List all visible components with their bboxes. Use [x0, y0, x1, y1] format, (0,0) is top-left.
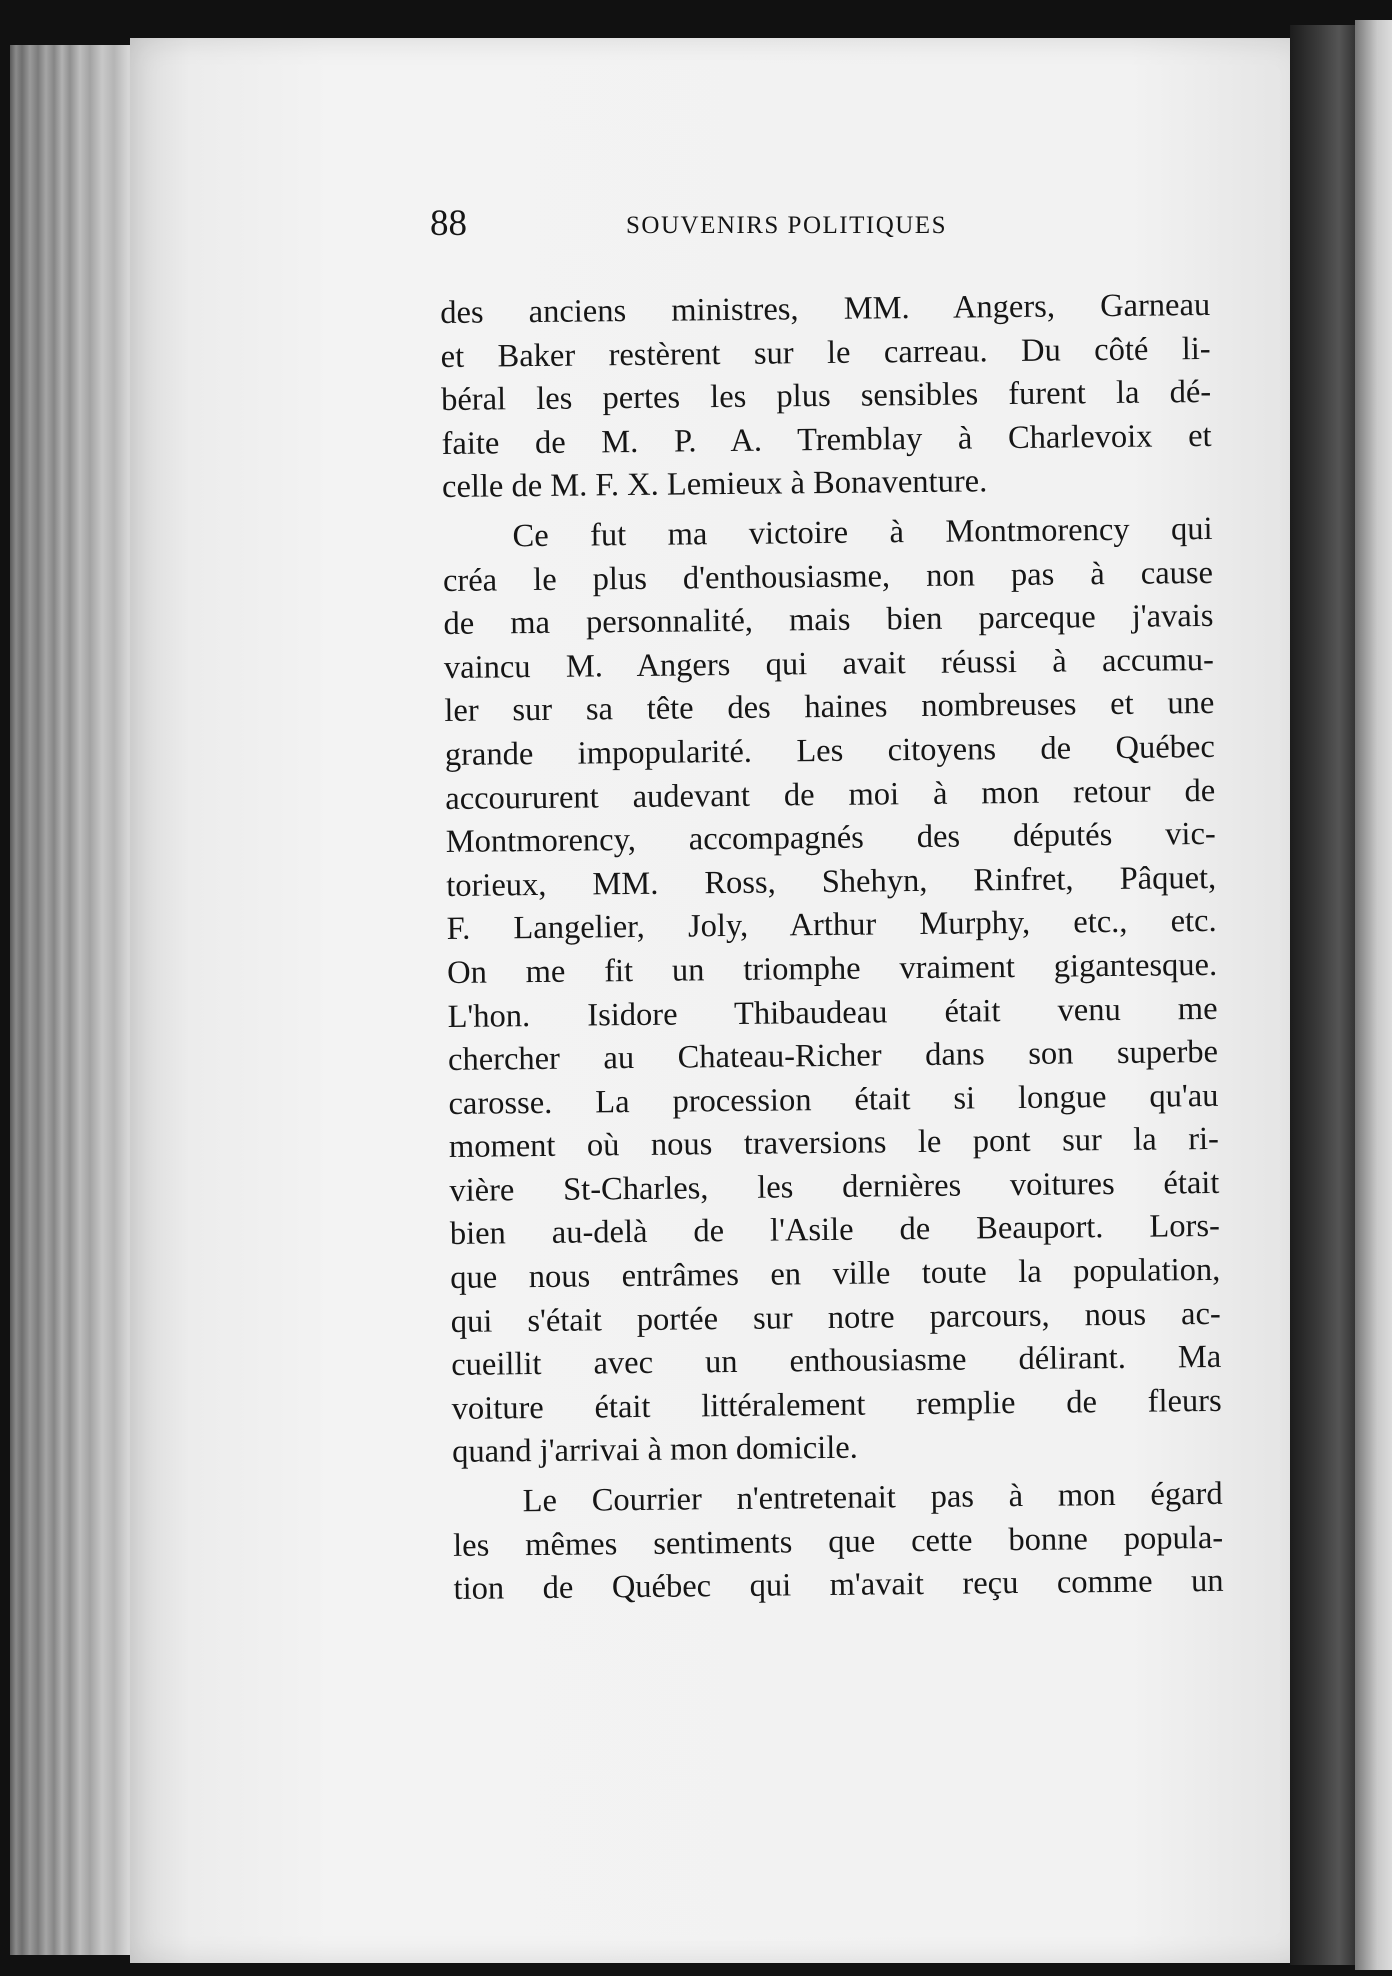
text-line: béral les pertes les plus sensibles furent la dé-	[440, 374, 1212, 419]
paragraph	[440, 284, 1212, 510]
text-line: et Baker restèrent sur le carreau. Du côté li-	[440, 330, 1211, 375]
text-line: de ma personnalité, mais bien parceque j'avais	[443, 598, 1214, 643]
body-text	[440, 284, 1224, 1612]
text-line: Le Courrier n'entretenait pas à mon égard	[522, 1475, 1223, 1520]
text-line: carosse. La procession était si longue qu'au	[448, 1077, 1219, 1122]
paragraph	[452, 1473, 1223, 1612]
page-number: 88	[430, 203, 467, 244]
text-line: F. Langelier, Joly, Arthur Murphy, etc., etc.	[446, 903, 1217, 948]
text-line: quand j'arrivai à mon domicile.	[451, 1430, 858, 1471]
text-line: L'hon. Isidore Thibaudeau était venu me	[447, 990, 1218, 1035]
text-line: vaincu M. Angers qui avait réussi à accumu-	[443, 641, 1215, 686]
text-line: faite de M. P. A. Tremblay à Charlevoix et	[441, 417, 1212, 462]
text-line: celle de M. F. X. Lemieux à Bonaventure.	[441, 463, 988, 506]
text-line: qui s'était portée sur notre parcours, nous ac-	[450, 1295, 1221, 1340]
book-gutter	[1290, 25, 1360, 1965]
text-line: les mêmes sentiments que cette bonne popula-	[452, 1519, 1224, 1564]
text-line: torieux, MM. Ross, Shehyn, Rinfret, Pâquet,	[446, 859, 1217, 904]
text-line: grande impopularité. Les citoyens de Québec	[444, 728, 1215, 773]
page-header	[430, 200, 1010, 250]
text-line: cueillit avec un enthousiasme délirant. Ma	[451, 1339, 1222, 1384]
paragraph	[442, 508, 1222, 1475]
text-line: des anciens ministres, MM. Angers, Garneau	[440, 286, 1211, 331]
text-line: voiture était littéralement remplie de fleurs	[451, 1382, 1222, 1427]
text-line: bien au-delà de l'Asile de Beauport. Lors-	[449, 1208, 1221, 1253]
text-line: que nous entrâmes en ville toute la population,	[450, 1251, 1221, 1297]
text-line: vière St-Charles, les dernières voitures était	[449, 1164, 1220, 1209]
text-line: moment où nous traversions le pont sur la ri-	[448, 1121, 1220, 1166]
text-line: Ce fut ma victoire à Montmorency qui	[512, 510, 1213, 555]
text-line: chercher au Chateau-Richer dans son superbe	[447, 1033, 1219, 1079]
text-line: On me fit un triomphe vraiment gigantesque.	[446, 946, 1218, 991]
running-title: SOUVENIRS POLITIQUES	[626, 212, 947, 239]
facing-page-edge	[1355, 20, 1392, 1970]
text-line: créa le plus d'enthousiasme, non pas à cause	[442, 554, 1214, 599]
text-line: accoururent audevant de moi à mon retour de	[445, 772, 1216, 817]
text-line: Montmorency, accompagnés des députés vic-	[445, 816, 1216, 861]
text-line: tion de Québec qui m'avait reçu comme un	[453, 1563, 1224, 1608]
text-line: ler sur sa tête des haines nombreuses et une	[444, 685, 1215, 730]
